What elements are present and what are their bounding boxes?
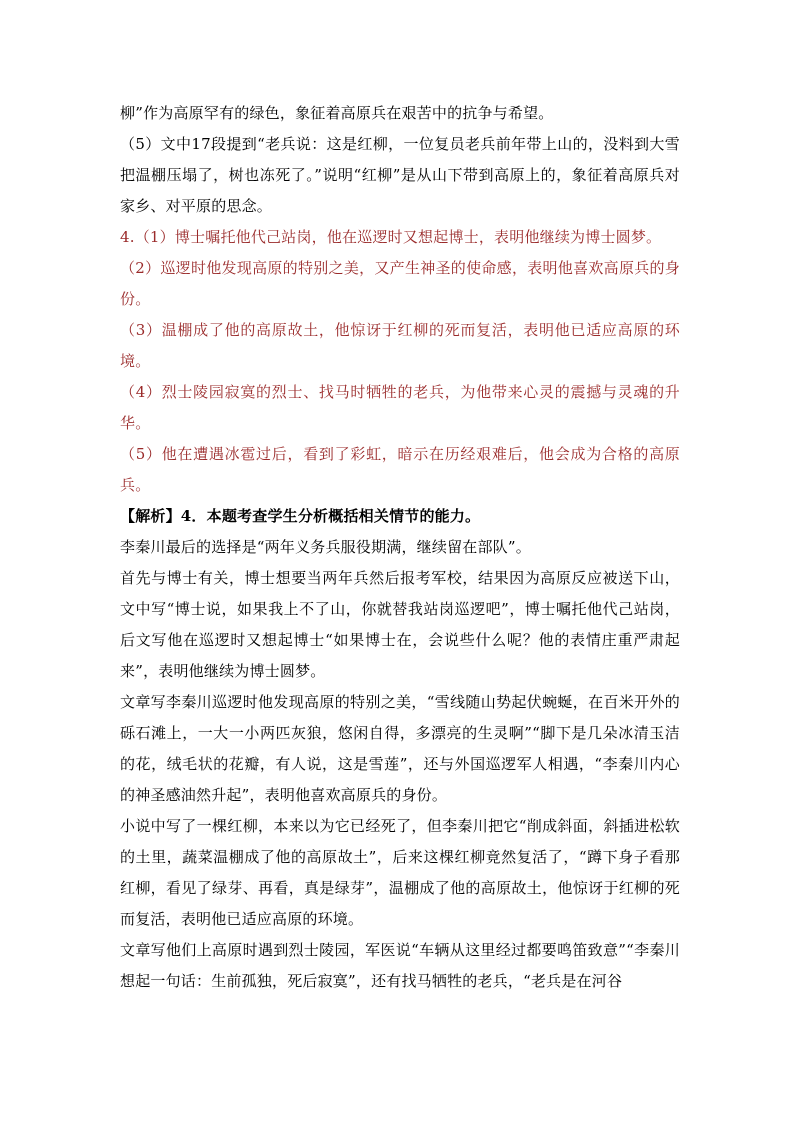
paragraph-2: （5）文中17段提到“老兵说：这是红柳，一位复员老兵前年带上山的，没料到大雪把温棚压塌了，树也冻死了。”说明“红柳”是从山下带到高原上的，象征着高原兵对家乡、对平原的思念。 [120, 135, 680, 215]
analysis-paragraph-4: 小说中写了一棵红柳，本来以为它已经死了，但李秦川把它“削成斜面，斜插进松软的土里，蔬菜温棚成了他的高原故土”，后来这棵红柳竟然复活了，“蹲下身子看那红柳，看见了绿芽、再看，真是绿芽”，温棚成了他的高原故土，他惊讶于红柳的死而复活，表明他已适应高原的环境。 [120, 817, 680, 928]
answer-item-4: （4）烈士陵园寂寞的烈士、找马时牺牲的老兵，为他带来心灵的震撼与灵魂的升华。 [120, 383, 680, 432]
analysis-paragraph-1: 李秦川最后的选择是“两年义务兵服役期满，继续留在部队”。 [120, 538, 531, 556]
answer-item-5: （5）他在遭遇冰雹过后，看到了彩虹，暗示在历经艰难后，他会成为合格的高原兵。 [120, 445, 680, 494]
analysis-paragraph-3: 文章写李秦川巡逻时他发现高原的特别之美，“雪线随山势起伏蜿蜒，在百米开外的砾石滩上，一大一小两匹灰狼，悠闲自得，多漂亮的生灵啊”“脚下是几朵冰清玉洁的花，绒毛状的花瓣，有人说，这是雪莲”，还与外国巡逻军人相遇，“李秦川内心的神圣感油然升起”，表明他喜欢高原兵的身份。 [120, 693, 680, 804]
answer-item-2: （2）巡逻时他发现高原的特别之美，又产生神圣的使命感，表明他喜欢高原兵的身份。 [120, 259, 680, 308]
analysis-paragraph-5: 文章写他们上高原时遇到烈士陵园，军医说“车辆从这里经过都要鸣笛致意”“李秦川想起一句话：生前孤独，死后寂寞”，还有找马牺牲的老兵，“老兵是在河谷 [120, 941, 680, 990]
analysis-paragraph-2: 首先与博士有关，博士想要当两年兵然后报考军校，结果因为高原反应被送下山，文中写“博士说，如果我上不了山，你就替我站岗巡逻吧”，博士嘱托他代己站岗，后文写他在巡逻时又想起博士“如果博士在，会说些什么呢？他的表情庄重严肃起来”，表明他继续为博士圆梦。 [120, 569, 680, 680]
analysis-heading: 【解析】4．本题考查学生分析概括相关情节的能力。 [120, 507, 481, 525]
paragraph-1: 柳”作为高原罕有的绿色，象征着高原兵在艰苦中的抗争与希望。 [120, 104, 554, 122]
answer-item-1: 4.（1）博士嘱托他代己站岗，他在巡逻时又想起博士，表明他继续为博士圆梦。 [120, 228, 662, 246]
document-body [120, 98, 680, 997]
answer-item-3: （3）温棚成了他的高原故土，他惊讶于红柳的死而复活，表明他已适应高原的环境。 [120, 321, 680, 370]
